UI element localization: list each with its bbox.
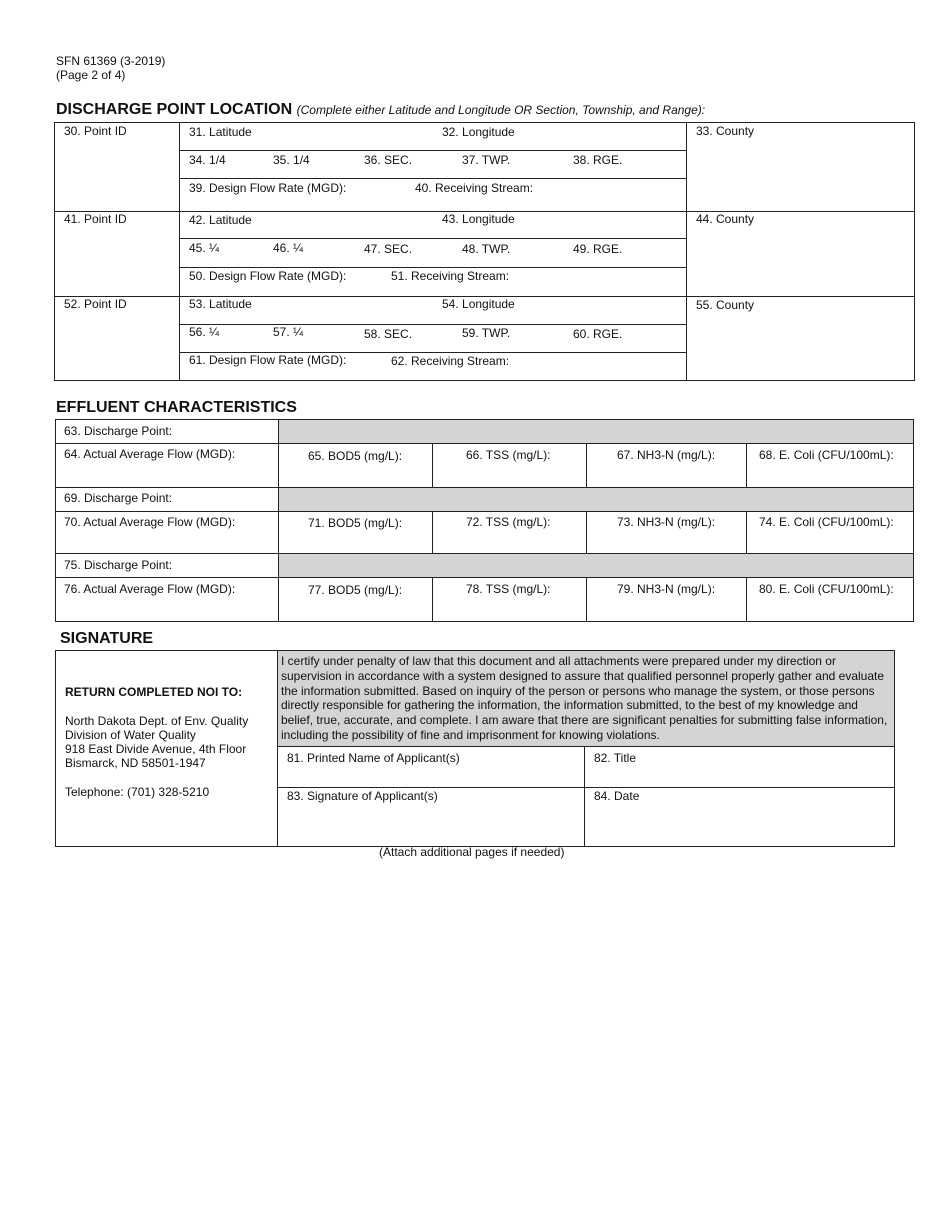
bod5-field[interactable]: 77. BOD5 (mg/L): — [308, 583, 403, 597]
county-field[interactable]: 55. County — [696, 298, 755, 312]
return-address-line: Division of Water Quality — [65, 728, 196, 742]
latitude-field[interactable]: 42. Latitude — [189, 213, 252, 227]
return-address-line: 918 East Divide Avenue, 4th Floor — [65, 742, 247, 756]
return-heading: RETURN COMPLETED NOI TO: — [65, 685, 243, 699]
certification-statement: I certify under penalty of law that this document and all attachments were prepared under my direction or supervision in accordance with a system designed to assure that qualified personnel properly gather and evaluate the information submitted. Based on inquiry of the person or persons who manage the system, or those persons directly responsible for gathering the information, the information submitted, to the best of my knowledge and belief, true, accurate, and complete. I am aware that there are significant penalties for submitting false information, including the possibility of fine and imprisonment for knowing violations. — [281, 654, 888, 742]
range-field[interactable]: 38. RGE. — [573, 153, 623, 167]
discharge-subtitle: (Complete either Latitude and Longitude OR Section, Township, and Range): — [296, 103, 706, 117]
printed-name-field[interactable]: 81. Printed Name of Applicant(s) — [287, 751, 460, 765]
receiving-stream-field[interactable]: 51. Receiving Stream: — [391, 269, 510, 283]
discharge-point-field[interactable]: 69. Discharge Point: — [64, 491, 173, 505]
quarter-2-field[interactable]: 57. ¼ — [273, 325, 304, 339]
township-field[interactable]: 37. TWP. — [462, 153, 511, 167]
page-indicator: (Page 2 of 4) — [56, 68, 126, 82]
county-field[interactable]: 44. County — [696, 212, 755, 226]
point-id-field[interactable]: 30. Point ID — [64, 124, 127, 138]
actual-flow-field[interactable]: 70. Actual Average Flow (MGD): — [64, 515, 236, 529]
return-telephone: Telephone: (701) 328-5210 — [65, 785, 210, 799]
nh3n-field[interactable]: 67. NH3-N (mg/L): — [617, 448, 716, 462]
tss-field[interactable]: 78. TSS (mg/L): — [466, 582, 551, 596]
quarter-2-field[interactable]: 35. 1/4 — [273, 153, 310, 167]
discharge-section-title — [56, 101, 705, 119]
longitude-field[interactable]: 32. Longitude — [442, 125, 515, 139]
quarter-1-field[interactable]: 34. 1/4 — [189, 153, 226, 167]
actual-flow-field[interactable]: 64. Actual Average Flow (MGD): — [64, 447, 236, 461]
range-field[interactable]: 60. RGE. — [573, 327, 623, 341]
receiving-stream-field[interactable]: 40. Receiving Stream: — [415, 181, 534, 195]
ecoli-field[interactable]: 74. E. Coli (CFU/100mL): — [759, 515, 894, 529]
discharge-title: DISCHARGE POINT LOCATION — [56, 101, 293, 118]
discharge-point-field[interactable]: 63. Discharge Point: — [64, 424, 173, 438]
tss-field[interactable]: 72. TSS (mg/L): — [466, 515, 551, 529]
attach-note: (Attach additional pages if needed) — [379, 845, 565, 859]
county-field[interactable]: 33. County — [696, 124, 755, 138]
signature-field[interactable]: 83. Signature of Applicant(s) — [287, 789, 438, 803]
range-field[interactable]: 49. RGE. — [573, 242, 623, 256]
nh3n-field[interactable]: 79. NH3-N (mg/L): — [617, 582, 716, 596]
actual-flow-field[interactable]: 76. Actual Average Flow (MGD): — [64, 582, 236, 596]
effluent-section-title: EFFLUENT CHARACTERISTICS — [56, 399, 297, 416]
form-number: SFN 61369 (3-2019) — [56, 54, 166, 68]
return-address-line: North Dakota Dept. of Env. Quality — [65, 714, 249, 728]
tss-field[interactable]: 66. TSS (mg/L): — [466, 448, 551, 462]
township-field[interactable]: 59. TWP. — [462, 326, 511, 340]
discharge-point-field[interactable]: 75. Discharge Point: — [64, 558, 173, 572]
quarter-2-field[interactable]: 46. ¼ — [273, 241, 304, 255]
township-field[interactable]: 48. TWP. — [462, 242, 511, 256]
quarter-1-field[interactable]: 45. ¼ — [189, 241, 220, 255]
signature-section-title: SIGNATURE — [60, 630, 154, 647]
latitude-field[interactable]: 31. Latitude — [189, 125, 252, 139]
receiving-stream-field[interactable]: 62. Receiving Stream: — [391, 354, 510, 368]
title-field[interactable]: 82. Title — [594, 751, 637, 765]
ecoli-field[interactable]: 68. E. Coli (CFU/100mL): — [759, 448, 894, 462]
bod5-field[interactable]: 65. BOD5 (mg/L): — [308, 449, 403, 463]
ecoli-field[interactable]: 80. E. Coli (CFU/100mL): — [759, 582, 894, 596]
design-flow-field[interactable]: 50. Design Flow Rate (MGD): — [189, 269, 347, 283]
date-field[interactable]: 84. Date — [594, 789, 640, 803]
bod5-field[interactable]: 71. BOD5 (mg/L): — [308, 516, 403, 530]
return-address-line: Bismarck, ND 58501-1947 — [65, 756, 206, 770]
quarter-1-field[interactable]: 56. ¼ — [189, 325, 220, 339]
section-field[interactable]: 58. SEC. — [364, 327, 413, 341]
design-flow-field[interactable]: 39. Design Flow Rate (MGD): — [189, 181, 347, 195]
design-flow-field[interactable]: 61. Design Flow Rate (MGD): — [189, 353, 347, 367]
longitude-field[interactable]: 54. Longitude — [442, 297, 515, 311]
point-id-field[interactable]: 52. Point ID — [64, 297, 127, 311]
longitude-field[interactable]: 43. Longitude — [442, 212, 515, 226]
point-id-field[interactable]: 41. Point ID — [64, 212, 127, 226]
section-field[interactable]: 47. SEC. — [364, 242, 413, 256]
latitude-field[interactable]: 53. Latitude — [189, 297, 252, 311]
nh3n-field[interactable]: 73. NH3-N (mg/L): — [617, 515, 716, 529]
section-field[interactable]: 36. SEC. — [364, 153, 413, 167]
